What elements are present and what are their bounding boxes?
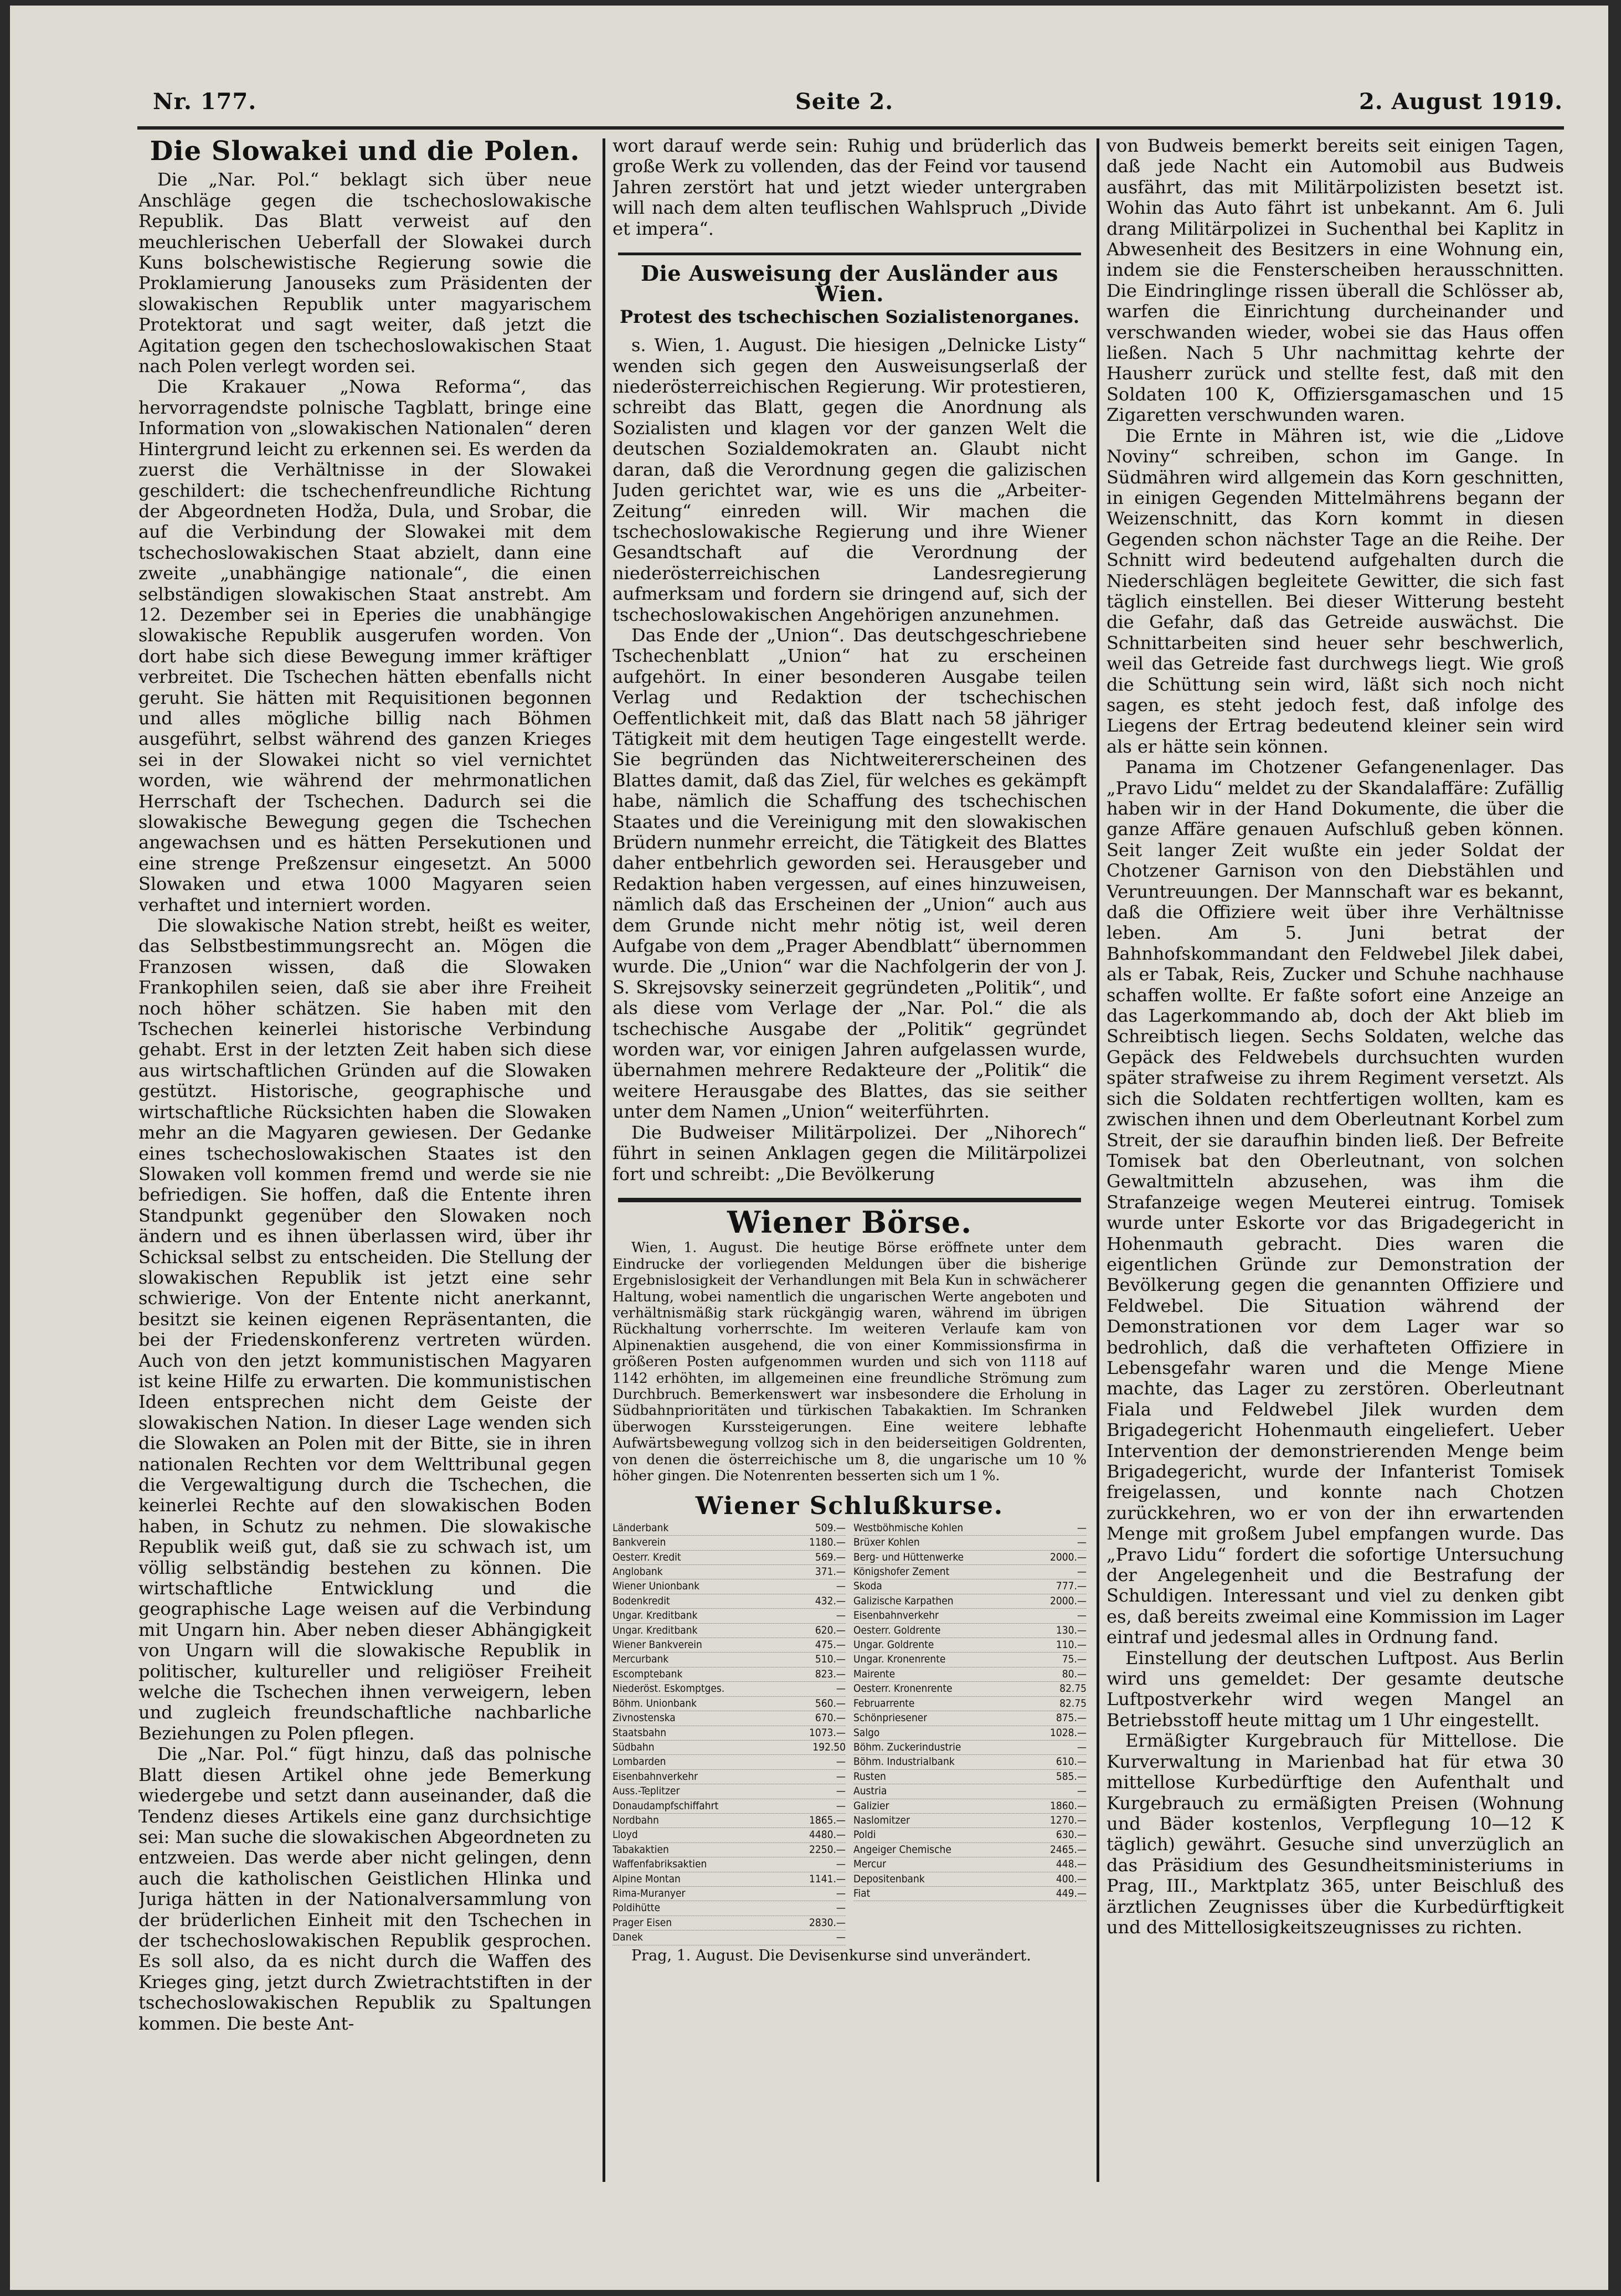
kurs-name: Auss.-Teplitzer [613, 1785, 680, 1798]
kurs-row [613, 1667, 846, 1682]
kurs-name: Mercur [853, 1858, 887, 1871]
kurs-value: — [836, 1770, 846, 1783]
paragraph: Die Krakauer „Nowa Reforma“, das hervorragendste polnische Tagblatt, bringe eine Information von „slowakischen Nationalen“ deren Hintergrund leicht zu erkennen sei. Es werden da zuerst die Verhältnisse in der Slowakei geschildert: die tschechenfreundliche Richtung der Abgeordneten Hodža, Dula, und Srobar, die auf die Verbindung der Slowakei mit dem tschechoslowakischen Staat abzielt, dann eine zweite „unabhängige nationale“, die einen selbständigen slowakischen Staat anstrebt. Am 12. Dezember sei in Eperies die unabhängige slowakische Republik ausgerufen worden. Von dort habe sich diese Bewegung immer kräftiger verbreitet. Die Tschechen hätten ebenfalls nicht geruht. Sie hätten mit Requisitionen begonnen und alles mögliche billig nach Böhmen ausgeführt, selbst während des ganzen Krieges sei in der Slowakei nicht so viel vernichtet worden, wie während der mehrmonatlichen Herrschaft der Tschechen. Dadurch sei die slowakische Bewegung gegen die Tschechen angewachsen und es hätten Persekutionen und eine strenge Preßzensur eingesetzt. An 5000 Slowaken und etwa 1000 Magyaren seien verhaftet und interniert worden. [138, 376, 591, 915]
kurs-row [613, 1726, 846, 1741]
kurs-row [613, 1872, 846, 1887]
kurs-value: 1141.— [809, 1872, 846, 1885]
kurs-row [853, 1565, 1087, 1579]
schlusskurse-column-right [853, 1521, 1087, 1945]
kurs-name: Salgo [853, 1726, 880, 1739]
kurs-value: — [836, 1858, 846, 1871]
kurs-value: 80.— [1062, 1667, 1087, 1680]
kurs-value: 1180.— [809, 1536, 846, 1549]
kurs-row [613, 1594, 846, 1609]
kurs-row [613, 1521, 846, 1536]
kurs-name: Rusten [853, 1770, 886, 1783]
kurs-row [613, 1682, 846, 1696]
column-1 [138, 136, 591, 2179]
kurs-row [613, 1609, 846, 1623]
kurs-value: — [836, 1785, 846, 1798]
kurs-name: Lloyd [613, 1829, 638, 1841]
kurs-row [853, 1594, 1087, 1609]
kurs-name: Fiat [853, 1887, 871, 1899]
kurs-name: Tabakaktien [613, 1843, 669, 1856]
kurs-value: 2465.— [1049, 1843, 1087, 1856]
kurs-name: Staatsbahn [613, 1726, 667, 1739]
kurs-value: 1270.— [1049, 1814, 1087, 1826]
kurs-row [853, 1814, 1087, 1828]
kurs-value: 509.— [815, 1521, 846, 1534]
kurs-name: Brüxer Kohlen [853, 1536, 920, 1549]
kurs-row [853, 1682, 1087, 1696]
kurs-value: 432.— [815, 1594, 846, 1607]
kurs-value: 630.— [1056, 1829, 1087, 1841]
paragraph: Die slowakische Nation strebt, heißt es weiter, das Selbstbestimmungsrecht an. Mögen die Franzosen wissen, daß die Slowaken Frankophilen seien, daß sie aber ihre Freiheit noch höher schätzen. Sie haben mit den Tschechen keinerlei historische Verbindung gehabt. Erst in der letzten Zeit haben sich diese aus wirtschaftlichen Gründen auf die Slowaken gestützt. Historische, geographische und wirtschaftliche Rücksichten haben die Slowaken mehr an die Magyaren gewiesen. Der Gedanke eines tschechoslowakischen Staates ist den Slowaken voll kommen fremd und werde sie nie befriedigen. Sie hoffen, daß die Entente ihren Standpunkt gegenüber den Slowaken noch ändern und es ihnen überlassen wird, über ihr Schicksal selbst zu entscheiden. Die Stellung der slowakischen Republik ist jetzt eine sehr schwierige. Von der Entente nicht anerkannt, besitzt sie keinen eigenen Repräsentanten, die bei der Friedenskonferenz vertreten würden. Auch von den jetzt kommunistischen Magyaren ist keine Hilfe zu erwarten. Die kommunistischen Ideen entsprechen nicht dem Geiste der slowakischen Nation. In dieser Lage wenden sich die Slowaken an Polen mit der Bitte, sie in ihren nationalen Rechten vor dem Welttribunal gegen die Vergewaltigung durch die Tschechen, die keinerlei Rechte auf den slowakischen Boden haben, in Schutz zu nehmen. Die slowakische Republik weiß gut, daß sie zu schwach ist, um völlig selbständig bestehen zu können. Die wirtschaftliche Entwicklung und die geographische Lage weisen auf die Verbindung mit Ungarn hin. Aber neben dieser Abhängigkeit von Ungarn will die slowakische Republik in politischer, kultureller und religiöser Freiheit welche die Tschechen ihnen verweigern, leben und zugleich freundschaftliche nachbarliche Beziehungen zu Polen pflegen. [138, 915, 591, 1744]
kurs-row [853, 1579, 1087, 1594]
kurs-row [853, 1784, 1087, 1799]
kurs-row [613, 1551, 846, 1565]
kurs-row [613, 1741, 846, 1755]
kurs-value: 2250.— [809, 1843, 846, 1856]
kurs-name: Oesterr. Goldrente [853, 1624, 941, 1636]
kurs-name: Königshofer Zement [853, 1566, 950, 1578]
kurs-value: — [1077, 1521, 1087, 1534]
kurs-row [853, 1887, 1087, 1901]
article-title-slowakei: Die Slowakei und die Polen. [150, 136, 580, 167]
kurs-name: Mercurbank [613, 1653, 669, 1666]
kurs-name: Schönpriesener [853, 1712, 928, 1724]
kurs-name: Escomptebank [613, 1667, 683, 1680]
paragraph: Das Ende der „Union“. Das deutschgeschriebene Tschechenblatt „Union“ hat zu erscheinen aufgehört. In einer besonderen Ausgabe teilen Verlag und Redaktion der tschechischen Oeffentlichkeit mit, daß das Blatt nach 58 jähriger Tätigkeit mit dem heutigen Tage eingestellt werde. Sie begründen das Nichtweitererscheinen des Blattes damit, daß das Ziel, für welches es gekämpft habe, nämlich die Schaffung des tschechischen Staates und die Vereinigung mit den slowakischen Brüdern nunmehr erreicht, die Tätigkeit des Blattes daher entbehrlich geworden sei. Herausgeber und Redaktion haben vergessen, auf eines hinzuweisen, nämlich daß das Erscheinen der „Union“ auch aus dem Grunde nicht mehr nötig ist, weil deren Aufgabe von dem „Prager Abendblatt“ übernommen wurde. Die „Union“ war die Nachfolgerin der von J. S. Skrejsovsky seinerzeit gegründeten „Politik“, und als diese vom Verlage der „Nar. Pol.“ die als tschechische Ausgabe der „Politik“ gegründet worden war, vor einigen Jahren aufgelassen wurde, übernahmen mehrere Redakteure der „Politik“ die weitere Herausgabe des Blattes, das sie seither unter dem Namen „Union“ weiterführten. [613, 624, 1087, 1123]
kurs-value: 448.— [1056, 1858, 1087, 1871]
issue-number: Nr. 177. [153, 89, 257, 115]
issue-date: 2. August 1919. [1358, 89, 1563, 115]
kurs-value: 823.— [815, 1667, 846, 1680]
kurs-name: Berg- und Hüttenwerke [853, 1551, 964, 1563]
kurs-value: 510.— [815, 1653, 846, 1666]
kurs-row [613, 1579, 846, 1594]
kurs-value: — [836, 1799, 846, 1812]
kurs-value: — [1077, 1609, 1087, 1622]
kurs-value: 875.— [1056, 1712, 1087, 1724]
column-2 [613, 136, 1087, 2179]
kurs-value: — [836, 1682, 846, 1695]
kurs-name: Prager Eisen [613, 1916, 672, 1929]
kurs-row [613, 1843, 846, 1857]
kurs-row [613, 1784, 846, 1799]
paragraph: Die Budweiser Militärpolizei. Der „Nihorech“ führt in seinen Anklagen gegen die Militärpolizei fort und schreibt: „Die Bevölkerung [613, 1121, 1087, 1185]
kurs-value: — [836, 1580, 846, 1593]
column-divider-1 [603, 138, 605, 2182]
kurs-value: 82.75 [1059, 1697, 1087, 1710]
kurs-value: 475.— [815, 1639, 846, 1651]
kurs-value: 610.— [1056, 1756, 1087, 1768]
article-subtitle: Protest des tschechischen Sozialistenorganes. [620, 306, 1079, 327]
kurs-row [853, 1872, 1087, 1887]
kurs-value: 777.— [1056, 1580, 1087, 1593]
paragraph: Die Ernte in Mähren ist, wie die „Lidove Noviny“ schreiben, schon im Gange. In Südmähren wird allgemein das Korn geschnitten, in einigen Gegenden Mittelmährens begann der Weizenschnitt, das Korn kommt in diesen Gegenden schon nächster Tage an die Reihe. Der Schnitt wird bedeutend aufgehalten durch die Niederschlägen begleitete Gewitter, die sich fast täglich einstellen. Bei dieser Witterung besteht die Gefahr, daß das Getreide auswächst. Die Schnittarbeiten sind heuer sehr beschwerlich, weil das Getreide fast durchwegs liegt. Wie groß die Schüttung sein wird, läßt sich noch nicht sagen, es steht jedoch fest, daß infolge des Liegens der Ertrag bedeutend kleiner sein wird als er hätte sein können. [1107, 425, 1564, 757]
kurs-row [853, 1711, 1087, 1726]
newspaper-page [10, 6, 1608, 2290]
kurs-name: Alpine Montan [613, 1872, 681, 1885]
kurs-name: Bankverein [613, 1536, 666, 1549]
kurs-name: Mairente [853, 1667, 896, 1680]
kurs-value: 569.— [815, 1551, 846, 1563]
paragraph: s. Wien, 1. August. Die hiesigen „Delnicke Listy“ wenden sich gegen den Ausweisungserlaß der niederösterreichischen Regierung. Wir protestieren, schreibt das Blatt, gegen die Anordnung als Sozialisten und klagen vor der ganzen Welt die deutschen Sozialdemokraten an. Glaubt nicht daran, daß die Verordnung gegen die galizischen Juden gerichtet war, wie es uns die „Arbeiter-Zeitung“ einreden will. Wir machen die tschechoslowakische Regierung und ihre Wiener Gesandtschaft auf die Verordnung der niederösterreichischen Landesregierung aufmerksam und fordern sie dringend auf, sich der tschechoslowakischen Angehörigen anzunehmen. [613, 334, 1087, 625]
kurs-value: 560.— [815, 1697, 846, 1710]
kurs-row [613, 1799, 846, 1814]
kurs-row [613, 1624, 846, 1638]
kurs-row [613, 1916, 846, 1931]
kurs-name: Wiener Unionbank [613, 1580, 700, 1593]
kurs-name: Eisenbahnverkehr [853, 1609, 939, 1622]
kurs-name: Austria [853, 1785, 887, 1798]
kurs-row [853, 1799, 1087, 1814]
schlusskurse-title: Wiener Schlußkurse. [695, 1492, 1004, 1521]
kurs-row [853, 1828, 1087, 1842]
kurs-name: Zivnostenska [613, 1712, 676, 1724]
kurs-name: Oesterr. Kredit [613, 1551, 681, 1563]
kurs-value: 2830.— [809, 1916, 846, 1929]
kurs-value: 670.— [815, 1712, 846, 1724]
kurs-name: Länderbank [613, 1521, 669, 1534]
kurs-name: Donaudampfschiffahrt [613, 1799, 719, 1812]
paragraph: Die „Nar. Pol.“ fügt hinzu, daß das polnische Blatt diesen Artikel ohne jede Bemerkung wiedergebe und setzt dann auseinander, daß die Tendenz dieses Artikels eine ganz durchsichtige sei: Man suche die slowakischen Abgeordneten zu entzweien. Das werde aber nicht gelingen, denn auch die katholischen Geistlichen Hlinka und Juriga hätten in der Nationalversammlung von der brüderlichen Einheit mit den Tschechen in der tschechoslowakischen Republik gesprochen. Es soll also, da es nicht durch die Waffen des Krieges ging, jetzt durch Zwietrachtstiften in der tschechoslowakischen Republik zu Spaltungen kommen. Die beste Ant- [138, 1743, 591, 2034]
kurs-row [853, 1726, 1087, 1741]
kurs-row [613, 1857, 846, 1872]
paragraph: Die „Nar. Pol.“ beklagt sich über neue Anschläge gegen die tschechoslowakische Republik. Das Blatt verweist auf den meuchlerischen Ueberfall der Slowakei durch Kuns bolschewistische Regierung sowie die Proklamierung Janouseks zum Präsidenten der slowakischen Republik unter magyarischem Protektorat und sagt weiter, daß jetzt die Agitation gegen den tschechoslowakischen Staat nach Polen verlegt worden sei. [138, 169, 591, 377]
kurs-value: 4480.— [809, 1829, 846, 1841]
kurs-name: Anglobank [613, 1566, 663, 1578]
kurs-name: Poldihütte [613, 1902, 661, 1914]
kurs-value: — [1077, 1785, 1087, 1798]
kurs-name: Eisenbahnverkehr [613, 1770, 698, 1783]
kurs-value: 400.— [1056, 1872, 1087, 1885]
kurs-name: Waffenfabriksaktien [613, 1858, 707, 1871]
kurs-row [853, 1536, 1087, 1550]
kurs-name: Böhm. Industrialbank [853, 1756, 955, 1768]
kurs-name: Wiener Bankverein [613, 1639, 702, 1651]
schlusskurse-table [613, 1521, 1087, 1945]
kurs-name: Böhm. Unionbank [613, 1697, 697, 1710]
schlusskurse-column-left [613, 1521, 846, 1945]
kurs-row [853, 1843, 1087, 1857]
section-rule [618, 253, 1081, 255]
kurs-row [853, 1741, 1087, 1755]
kurs-name: Ungar. Kreditbank [613, 1609, 698, 1622]
kurs-row [853, 1609, 1087, 1623]
kurs-value: 2000.— [1049, 1594, 1087, 1607]
kurs-name: Nordbahn [613, 1814, 659, 1826]
section-rule-double [618, 1198, 1081, 1202]
kurs-value: 371.— [815, 1566, 846, 1578]
kurs-name: Südbahn [613, 1741, 655, 1753]
kurs-name: Böhm. Zuckerindustrie [853, 1741, 961, 1753]
paragraph: Ermäßigter Kurgebrauch für Mittellose. Die Kurverwaltung in Marienbad hat für etwa 30 mittellose Kurbedürftige den Aufenthalt und Kurgebrauch zu ermäßigten Preisen (Wohnung und Bäder kostenlos, Verpflegung 10—12 K täglich) gewährt. Gesuche sind unverzüglich an das Präsidium des Gesundheitsministeriums in Prag, III., Marktplatz 365, unter Beischluß des ärztlichen Zeugnisses über die Kurbedürftigkeit und des Mittellosigkeitszeugnisses zu richten. [1107, 1730, 1564, 1938]
kurs-value: 75.— [1062, 1653, 1087, 1666]
borse-report: Wien, 1. August. Die heutige Börse eröffnete unter dem Eindrucke der vorliegenden Meldungen über die bisherige Ergebnislosigkeit der Verhandlungen mit Bela Kun in schwächerer Haltung, wobei namentlich die ungarischen Werte angeboten und verhältnismäßig stark rückgängig waren, während im übrigen Rückhaltung vorherrschte. Im weiteren Verlaufe kam von Alpinenaktien ausgehend, die von einer Kommissionsfirma in größeren Posten aufgenommen wurden und sich von 1118 auf 1142 erhöhten, im allgemeinen eine freundliche Strömung zum Durchbruch. Bemerkenswert war insbesondere die Erholung in Südbahnprioritäten und türkischen Tabakaktien. Im Schranken überwogen Kurssteigerungen. Eine weitere lebhafte Aufwärtsbewegung vollzog sich in den beiderseitigen Goldrenten, von denen die österreichische um 8, die ungarische um 10 % höher gingen. Die Notenrenten besserten sich um 1 %. [613, 1239, 1087, 1484]
kurs-row [613, 1711, 846, 1726]
kurs-row [853, 1770, 1087, 1784]
kurs-row [613, 1536, 846, 1550]
kurs-row [613, 1887, 846, 1901]
kurs-name: Galizische Karpathen [853, 1594, 954, 1607]
kurs-name: Lombarden [613, 1756, 666, 1768]
article-title-ausweisung: Die Ausweisung der Ausländer aus Wien. [641, 261, 1058, 307]
kurs-name: Angeiger Chemische [853, 1843, 951, 1856]
kurs-row [613, 1828, 846, 1842]
kurs-name: Rima-Muranyer [613, 1887, 686, 1899]
kurs-name: Westböhmische Kohlen [853, 1521, 964, 1534]
kurs-value: 1028.— [1049, 1726, 1087, 1739]
kurs-name: Ungar. Goldrente [853, 1639, 934, 1651]
header-rule [137, 126, 1564, 130]
kurs-value: — [836, 1931, 846, 1944]
kurs-value: 130.— [1056, 1624, 1087, 1636]
kurs-value: — [836, 1609, 846, 1622]
column-3 [1107, 136, 1564, 2179]
article-title-borse: Wiener Börse. [727, 1204, 972, 1240]
kurs-name: Februarrente [853, 1697, 915, 1710]
kurs-value: 449.— [1056, 1887, 1087, 1899]
kurs-name: Danek [613, 1931, 643, 1944]
kurs-value: — [836, 1887, 846, 1899]
kurs-name: Ungar. Kreditbank [613, 1624, 698, 1636]
kurs-value: 585.— [1056, 1770, 1087, 1783]
kurs-row [853, 1667, 1087, 1682]
kurs-value: 1865.— [809, 1814, 846, 1826]
kurs-name: Poldi [853, 1829, 876, 1841]
kurs-value: 82.75 [1059, 1682, 1087, 1695]
paragraph: Einstellung der deutschen Luftpost. Aus Berlin wird uns gemeldet: Der gesamte deutsche Luftpostverkehr wird wegen Mangel an Betriebsstoff heute mittag um 1 Uhr eingestellt. [1107, 1647, 1564, 1731]
paragraph-continued: wort darauf werde sein: Ruhig und brüderlich das große Werk zu vollenden, das der Feind vor tausend Jahren zerstört hat und jetzt wieder untergraben will nach dem alten teuflischen Wahlspruch „Divide et impera“. [613, 136, 1087, 239]
kurs-name: Ungar. Kronenrente [853, 1653, 946, 1666]
paragraph: Panama im Chotzener Gefangenenlager. Das „Pravo Lidu“ meldet zu der Skandalaffäre: Zufällig haben wir in der Hand Dokumente, die über die ganze Affäre genauen Aufschluß geben können. Seit langer Zeit wußte ein jeder Soldat der Chotzener Garnison von den Diebstählen und Veruntreuungen. Der Mannschaft war es bekannt, daß die Offiziere weit über ihre Verhältnisse leben. Am 5. Juni betrat der Bahnhofskommandant den Feldwebel Jilek dabei, als er Tabak, Reis, Zucker und Schuhe nachhause schaffen wollte. Er faßte sofort eine Anzeige an das Lagerkommando ab, doch der Akt blieb im Schreibtisch liegen. Sechs Soldaten, welche das Gepäck des Feldwebels durchsuchten wurden später strafweise zu ihrem Regiment versetzt. Als sich die Soldaten rechtfertigen wollten, kam es zwischen ihnen und dem Oberleutnant Korbel zum Streit, der sie daraufhin binden ließ. Der Befreite Tomisek bat den Oberleutnant, von solchen Gewaltmitteln abzusehen, was ihm die Strafanzeige wegen Meuterei eintrug. Tomisek wurde unter Eskorte vor das Brigadegericht in Hohenmauth gebracht. Dies waren die eigentlichen Gründe zur Demonstration der Bevölkerung gegen die genannten Offiziere und Feldwebel. Die Situation während der Demonstrationen vor dem Lager war so bedrohlich, daß die verhafteten Offiziere in Lebensgefahr waren und die Menge Miene machte, das Lager zu zerstören. Oberleutnant Fiala und Feldwebel Jilek wurden dem Brigadegericht Hohenmauth eingeliefert. Ueber Intervention der demonstrierenden Menge beim Brigadegericht, wurde der Infanterist Tomisek freigelassen, und konnte nach Chotzen zurückkehren, wo er von der ihn erwartenden Menge mit großem Jubel empfangen wurde. Das „Pravo Lidu“ fordert die sofortige Untersuchung der Angelegenheit und die Bestrafung der Schuldigen. Interessant und viel zu denken gibt es, daß bereits zweimal eine Kommission im Lager eintraf und jedesmal alles in Ordnung fand. [1107, 756, 1564, 1648]
column-divider-2 [1097, 138, 1099, 2182]
kurs-row [853, 1551, 1087, 1565]
kurs-name: Naslomitzer [853, 1814, 910, 1826]
kurs-name: Depositenbank [853, 1872, 925, 1885]
kurs-row [613, 1697, 846, 1711]
devisen-note: Prag, 1. August. Die Devisenkurse sind unverändert. [631, 1947, 1031, 1964]
kurs-row [613, 1755, 846, 1769]
kurs-value: — [1077, 1741, 1087, 1753]
kurs-value: 1073.— [809, 1726, 846, 1739]
kurs-name: Skoda [853, 1580, 882, 1593]
kurs-row [853, 1521, 1087, 1536]
page-number: Seite 2. [795, 89, 894, 115]
paragraph-continued: von Budweis bemerkt bereits seit einigen Tagen, daß jede Nacht ein Automobil aus Budweis ausfährt, das mit Militärpolizisten besetzt ist. Wohin das Auto fährt ist unbekannt. Am 6. Juli drang Militärpolizei in Suchenthal bei Kaplitz in Abwesenheit des Besitzers in eine Wohnung ein, indem sie die Fensterscheiben herausschnitten. Die Eindringlinge rissen überall die Schlösser ab, warfen die Einrichtung durcheinander und verschwanden wieder, wobei sie das Haus offen ließen. Nach 5 Uhr nachmittag kehrte der Hausherr zurück und stellte fest, daß mit den Soldaten 100 K, Offiziersgamaschen und 15 Zigaretten verschwunden waren. [1107, 136, 1564, 426]
kurs-value: 2000.— [1049, 1551, 1087, 1563]
kurs-value: 192.50 [812, 1741, 846, 1753]
kurs-row [853, 1755, 1087, 1769]
kurs-value: — [836, 1756, 846, 1768]
kurs-row [613, 1652, 846, 1667]
kurs-name: Niederöst. Eskomptges. [613, 1682, 725, 1695]
kurs-name: Oesterr. Kronenrente [853, 1682, 953, 1695]
kurs-name: Galizier [853, 1799, 889, 1812]
kurs-value: 620.— [815, 1624, 846, 1636]
kurs-row [853, 1638, 1087, 1652]
kurs-value: — [1077, 1536, 1087, 1549]
kurs-value: 110.— [1056, 1639, 1087, 1651]
kurs-row [853, 1697, 1087, 1711]
kurs-row [613, 1901, 846, 1916]
kurs-row [853, 1857, 1087, 1872]
kurs-name: Bodenkredit [613, 1594, 670, 1607]
kurs-row [613, 1814, 846, 1828]
kurs-value: — [836, 1902, 846, 1914]
kurs-value: 1860.— [1049, 1799, 1087, 1812]
kurs-row [613, 1565, 846, 1579]
kurs-row [853, 1652, 1087, 1667]
kurs-row [613, 1638, 846, 1652]
kurs-row [613, 1931, 846, 1945]
kurs-row [853, 1624, 1087, 1638]
kurs-value: — [1077, 1566, 1087, 1578]
kurs-row [613, 1770, 846, 1784]
